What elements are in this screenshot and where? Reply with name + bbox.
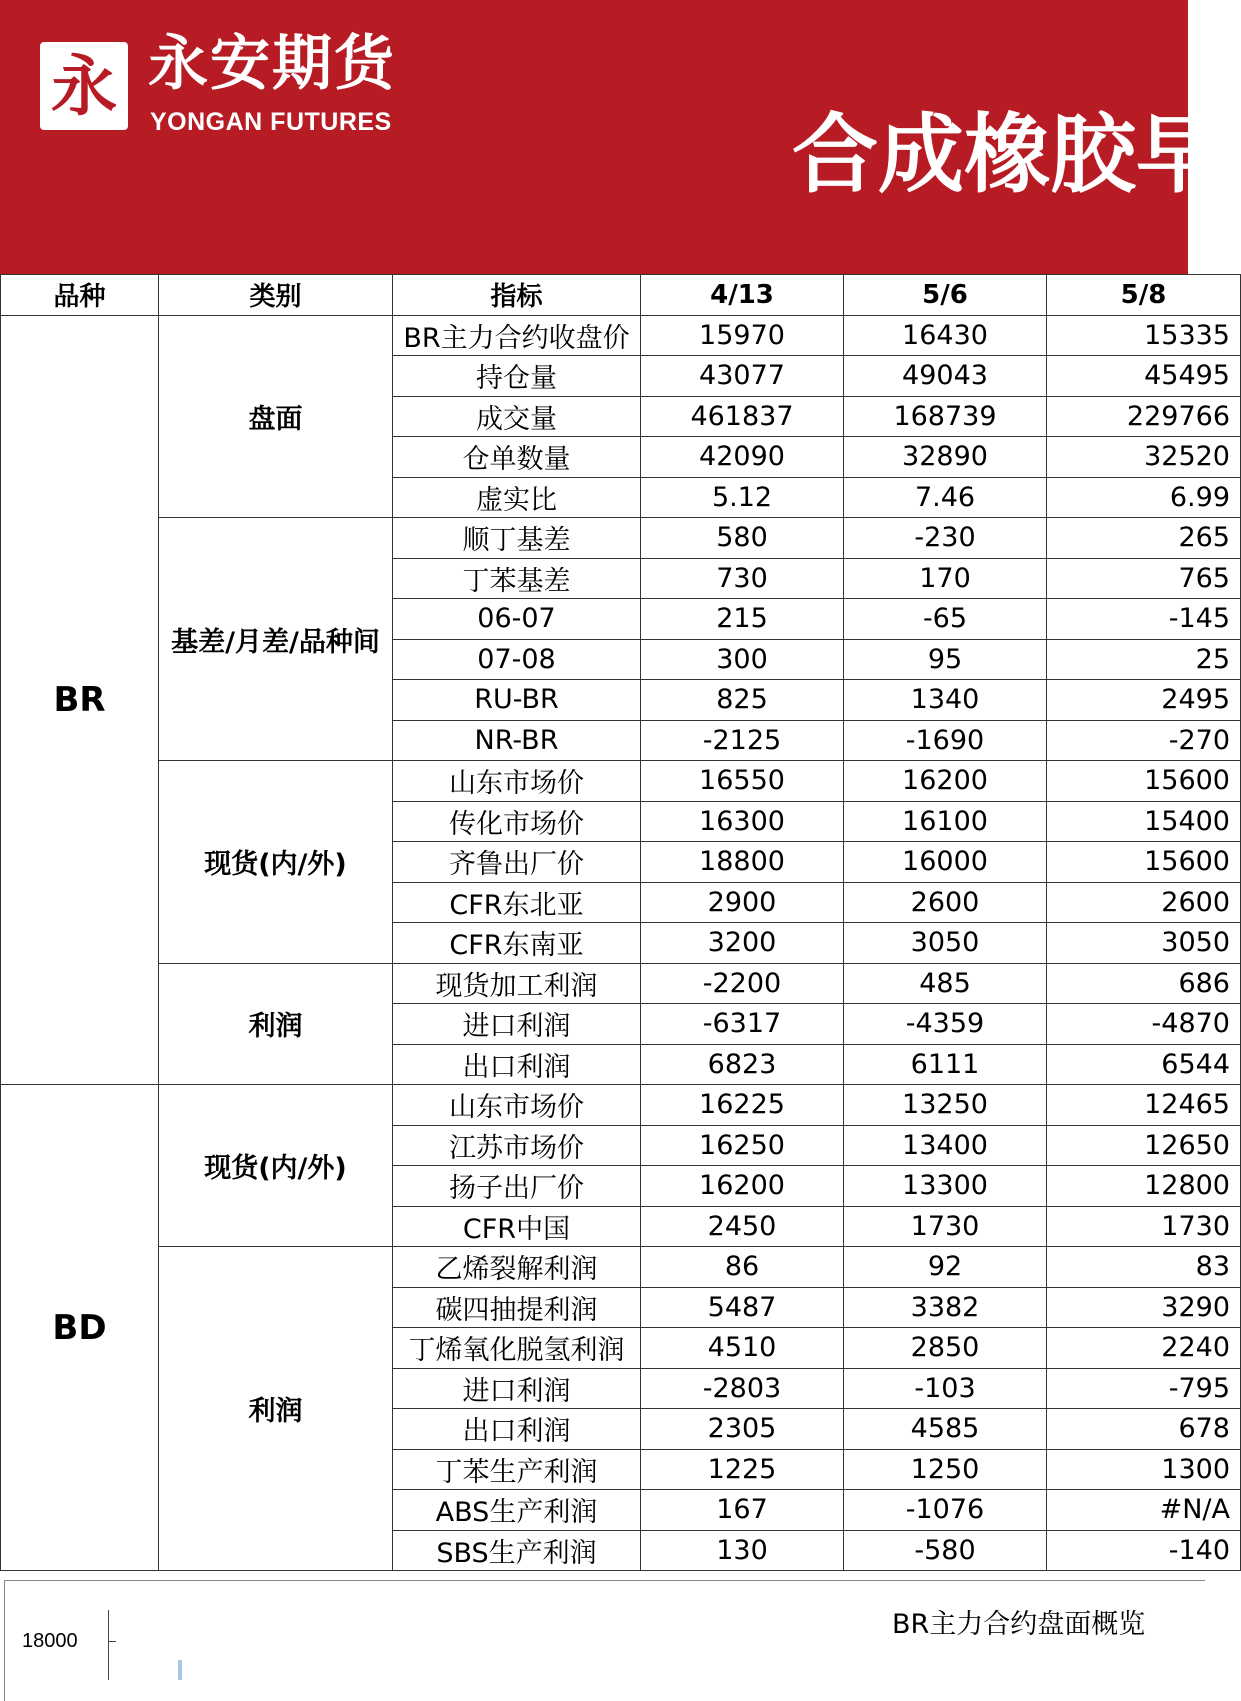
table-row bbox=[1, 315, 1241, 356]
value-cell: -140 bbox=[1047, 1530, 1241, 1571]
indicator-cell: 丁苯基差 bbox=[393, 558, 641, 599]
value-cell: 825 bbox=[641, 680, 844, 721]
indicator-cell: 仓单数量 bbox=[393, 437, 641, 478]
indicator-cell: 江苏市场价 bbox=[393, 1125, 641, 1166]
value-cell: -2125 bbox=[641, 720, 844, 761]
value-cell: 7.46 bbox=[844, 477, 1047, 518]
value-cell: 765 bbox=[1047, 558, 1241, 599]
value-cell: 3290 bbox=[1047, 1287, 1241, 1328]
table-row bbox=[1, 518, 1241, 559]
column-header: 5/6 bbox=[844, 275, 1047, 316]
category-cell: 盘面 bbox=[159, 315, 393, 518]
value-cell: 1225 bbox=[641, 1449, 844, 1490]
value-cell: #N/A bbox=[1047, 1490, 1241, 1531]
value-cell: 2900 bbox=[641, 882, 844, 923]
chart-y-tick: 18000 bbox=[22, 1630, 78, 1652]
table-body bbox=[1, 315, 1241, 1571]
indicator-cell: 齐鲁出厂价 bbox=[393, 842, 641, 883]
category-cell: 现货(内/外) bbox=[159, 761, 393, 964]
variety-cell: BR bbox=[1, 315, 159, 1085]
value-cell: 130 bbox=[641, 1530, 844, 1571]
value-cell: -145 bbox=[1047, 599, 1241, 640]
indicator-cell: 进口利润 bbox=[393, 1004, 641, 1045]
value-cell: 83 bbox=[1047, 1247, 1241, 1288]
value-cell: 678 bbox=[1047, 1409, 1241, 1450]
logo-glyph: 永 bbox=[51, 47, 117, 125]
value-cell: 215 bbox=[641, 599, 844, 640]
value-cell: 15970 bbox=[641, 315, 844, 356]
category-cell: 利润 bbox=[159, 963, 393, 1085]
value-cell: -6317 bbox=[641, 1004, 844, 1045]
value-cell: -1076 bbox=[844, 1490, 1047, 1531]
value-cell: 229766 bbox=[1047, 396, 1241, 437]
column-header: 4/13 bbox=[641, 275, 844, 316]
value-cell: 6.99 bbox=[1047, 477, 1241, 518]
column-header: 指标 bbox=[393, 275, 641, 316]
value-cell: 4510 bbox=[641, 1328, 844, 1369]
value-cell: 6111 bbox=[844, 1044, 1047, 1085]
value-cell: 15400 bbox=[1047, 801, 1241, 842]
value-cell: 45495 bbox=[1047, 356, 1241, 397]
value-cell: 15600 bbox=[1047, 761, 1241, 802]
variety-cell: BD bbox=[1, 1085, 159, 1571]
indicator-cell: CFR东北亚 bbox=[393, 882, 641, 923]
indicator-cell: 山东市场价 bbox=[393, 1085, 641, 1126]
value-cell: 485 bbox=[844, 963, 1047, 1004]
report-header bbox=[0, 0, 1222, 274]
value-cell: 92 bbox=[844, 1247, 1047, 1288]
value-cell: 16550 bbox=[641, 761, 844, 802]
value-cell: 13400 bbox=[844, 1125, 1047, 1166]
value-cell: -65 bbox=[844, 599, 1047, 640]
table-row bbox=[1, 963, 1241, 1004]
indicator-cell: 乙烯裂解利润 bbox=[393, 1247, 641, 1288]
value-cell: 12800 bbox=[1047, 1166, 1241, 1207]
value-cell: 16300 bbox=[641, 801, 844, 842]
value-cell: 18800 bbox=[641, 842, 844, 883]
chart-title: BR主力合约盘面概览 bbox=[892, 1609, 1146, 1640]
value-cell: 3382 bbox=[844, 1287, 1047, 1328]
indicator-cell: 虚实比 bbox=[393, 477, 641, 518]
value-cell: 16100 bbox=[844, 801, 1047, 842]
indicator-cell: NR-BR bbox=[393, 720, 641, 761]
value-cell: 25 bbox=[1047, 639, 1241, 680]
chart-series-line bbox=[178, 1660, 182, 1680]
indicator-cell: CFR东南亚 bbox=[393, 923, 641, 964]
indicator-cell: 山东市场价 bbox=[393, 761, 641, 802]
indicator-cell: 成交量 bbox=[393, 396, 641, 437]
indicator-cell: 顺丁基差 bbox=[393, 518, 641, 559]
value-cell: 2305 bbox=[641, 1409, 844, 1450]
value-cell: 1730 bbox=[844, 1206, 1047, 1247]
indicator-cell: BR主力合约收盘价 bbox=[393, 315, 641, 356]
value-cell: 1250 bbox=[844, 1449, 1047, 1490]
value-cell: 170 bbox=[844, 558, 1047, 599]
value-cell: 2600 bbox=[844, 882, 1047, 923]
category-cell: 基差/月差/品种间 bbox=[159, 518, 393, 761]
category-cell: 现货(内/外) bbox=[159, 1085, 393, 1247]
value-cell: -1690 bbox=[844, 720, 1047, 761]
value-cell: 13300 bbox=[844, 1166, 1047, 1207]
chart-y-axis bbox=[108, 1610, 109, 1680]
table-header-row bbox=[1, 275, 1241, 316]
value-cell: 580 bbox=[641, 518, 844, 559]
data-table-container bbox=[0, 274, 1230, 1576]
indicator-cell: 传化市场价 bbox=[393, 801, 641, 842]
value-cell: 3050 bbox=[1047, 923, 1241, 964]
value-cell: 32890 bbox=[844, 437, 1047, 478]
value-cell: 1730 bbox=[1047, 1206, 1241, 1247]
indicator-cell: 进口利润 bbox=[393, 1368, 641, 1409]
column-header: 类别 bbox=[159, 275, 393, 316]
value-cell: 686 bbox=[1047, 963, 1241, 1004]
value-cell: 1340 bbox=[844, 680, 1047, 721]
value-cell: 2850 bbox=[844, 1328, 1047, 1369]
value-cell: -103 bbox=[844, 1368, 1047, 1409]
value-cell: 32520 bbox=[1047, 437, 1241, 478]
value-cell: 13250 bbox=[844, 1085, 1047, 1126]
indicator-cell: 碳四抽提利润 bbox=[393, 1287, 641, 1328]
column-header: 品种 bbox=[1, 275, 159, 316]
value-cell: 43077 bbox=[641, 356, 844, 397]
indicator-cell: 现货加工利润 bbox=[393, 963, 641, 1004]
brand-name-cn: 永安期货 bbox=[148, 29, 396, 99]
value-cell: 168739 bbox=[844, 396, 1047, 437]
indicator-cell: SBS生产利润 bbox=[393, 1530, 641, 1571]
value-cell: 5487 bbox=[641, 1287, 844, 1328]
value-cell: 86 bbox=[641, 1247, 844, 1288]
value-cell: 16225 bbox=[641, 1085, 844, 1126]
value-cell: 16250 bbox=[641, 1125, 844, 1166]
indicator-cell: RU-BR bbox=[393, 680, 641, 721]
brand-name-en: YONGAN FUTURES bbox=[150, 108, 392, 136]
value-cell: 730 bbox=[641, 558, 844, 599]
indicator-cell: 丁苯生产利润 bbox=[393, 1449, 641, 1490]
indicator-cell: CFR中国 bbox=[393, 1206, 641, 1247]
value-cell: 5.12 bbox=[641, 477, 844, 518]
indicator-cell: ABS生产利润 bbox=[393, 1490, 641, 1531]
value-cell: -580 bbox=[844, 1530, 1047, 1571]
value-cell: -795 bbox=[1047, 1368, 1241, 1409]
value-cell: -2200 bbox=[641, 963, 844, 1004]
value-cell: -4870 bbox=[1047, 1004, 1241, 1045]
category-cell: 利润 bbox=[159, 1247, 393, 1571]
value-cell: 2240 bbox=[1047, 1328, 1241, 1369]
data-table bbox=[0, 274, 1241, 1571]
value-cell: -4359 bbox=[844, 1004, 1047, 1045]
value-cell: 12465 bbox=[1047, 1085, 1241, 1126]
value-cell: 15335 bbox=[1047, 315, 1241, 356]
value-cell: 16200 bbox=[844, 761, 1047, 802]
indicator-cell: 扬子出厂价 bbox=[393, 1166, 641, 1207]
value-cell: 3200 bbox=[641, 923, 844, 964]
value-cell: 265 bbox=[1047, 518, 1241, 559]
value-cell: 2495 bbox=[1047, 680, 1241, 721]
value-cell: 42090 bbox=[641, 437, 844, 478]
value-cell: 1300 bbox=[1047, 1449, 1241, 1490]
value-cell: 300 bbox=[641, 639, 844, 680]
table-row bbox=[1, 1085, 1241, 1126]
value-cell: -230 bbox=[844, 518, 1047, 559]
indicator-cell: 06-07 bbox=[393, 599, 641, 640]
yongan-logo-icon bbox=[40, 42, 128, 130]
indicator-cell: 持仓量 bbox=[393, 356, 641, 397]
table-row bbox=[1, 761, 1241, 802]
value-cell: 16200 bbox=[641, 1166, 844, 1207]
value-cell: 2450 bbox=[641, 1206, 844, 1247]
report-title: 合成橡胶早 bbox=[792, 105, 1222, 205]
value-cell: 4585 bbox=[844, 1409, 1047, 1450]
value-cell: 16430 bbox=[844, 315, 1047, 356]
value-cell: 6823 bbox=[641, 1044, 844, 1085]
column-header: 5/8 bbox=[1047, 275, 1241, 316]
value-cell: 16000 bbox=[844, 842, 1047, 883]
value-cell: 461837 bbox=[641, 396, 844, 437]
value-cell: -2803 bbox=[641, 1368, 844, 1409]
value-cell: 3050 bbox=[844, 923, 1047, 964]
value-cell: 15600 bbox=[1047, 842, 1241, 883]
value-cell: 167 bbox=[641, 1490, 844, 1531]
indicator-cell: 丁烯氧化脱氢利润 bbox=[393, 1328, 641, 1369]
chart-tick-mark bbox=[108, 1641, 116, 1642]
value-cell: 2600 bbox=[1047, 882, 1241, 923]
indicator-cell: 07-08 bbox=[393, 639, 641, 680]
value-cell: 49043 bbox=[844, 356, 1047, 397]
value-cell: 12650 bbox=[1047, 1125, 1241, 1166]
indicator-cell: 出口利润 bbox=[393, 1044, 641, 1085]
value-cell: 6544 bbox=[1047, 1044, 1241, 1085]
value-cell: 95 bbox=[844, 639, 1047, 680]
table-row bbox=[1, 1247, 1241, 1288]
indicator-cell: 出口利润 bbox=[393, 1409, 641, 1450]
value-cell: -270 bbox=[1047, 720, 1241, 761]
